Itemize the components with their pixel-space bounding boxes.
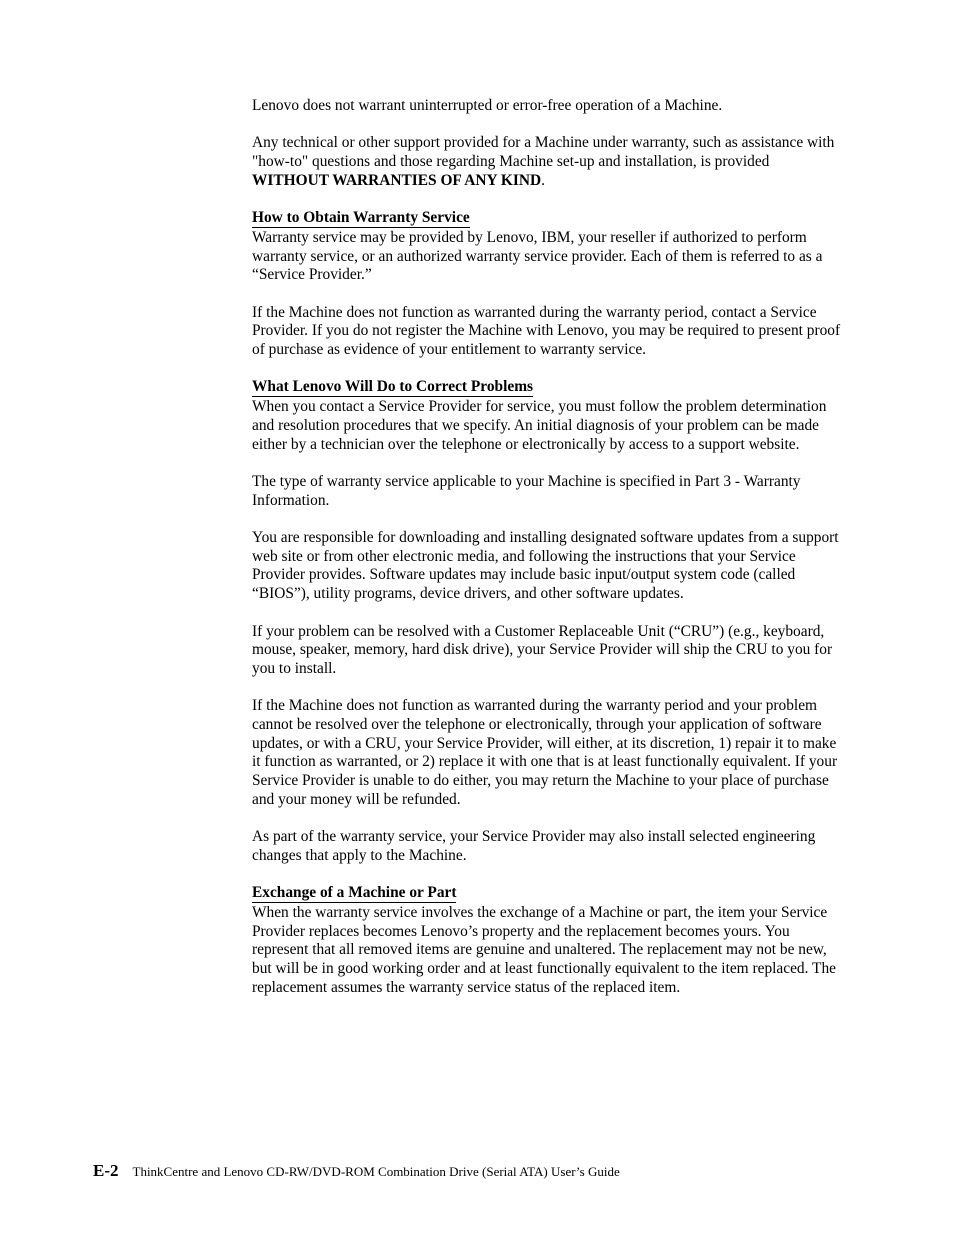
paragraph-technical-support-text: Any technical or other support provided for a Machine under warranty, such as assistance with "how-to" questions and those regarding Machine set-up and installation, is provided [252,134,835,171]
paragraph-service-type: The type of warranty service applicable to your Machine is specified in Part 3 - Warranty Information. [252,472,801,509]
paragraph-technical-support-end: . [541,171,545,189]
paragraph-cru: If your problem can be resolved with a Customer Replaceable Unit (“CRU”) (e.g., keyboard, mouse, speaker, memory, hard disk drive), your Service Provider will ship the CRU to you for you to install. [252,622,833,677]
paragraph-problem-determination: When you contact a Service Provider for service, you must follow the problem determination and resolution procedures that we specify. An initial diagnosis of your problem can be made either by a technician over the telephone or electronically by access to a support website. [252,398,827,453]
footer-book-title: ThinkCentre and Lenovo CD-RW/DVD-ROM Combination Drive (Serial ATA) User’s Guide [132,1164,620,1179]
paragraph-warranty-disclaimer: Lenovo does not warrant uninterrupted or error-free operation of a Machine. [252,97,723,114]
paragraph-engineering-changes: As part of the warranty service, your Service Provider may also install selected engineering changes that apply to the Machine. [252,828,816,864]
section-heading-exchange: Exchange of a Machine or Part [252,884,457,902]
paragraph-repair-replace: If the Machine does not function as warranted during the warranty period and your problem cannot be resolved over the telephone or electronically, through your application of software updates, or with a CRU, your Service Provider, will either, at its discretion, 1) repair it to make it function as warranted, or 2) replace it with one that is at least functionally equivalent. If your Service Provider is unable to do either, you may return the Machine to your place of purchase and your money will be refunded. [252,697,838,808]
paragraph-exchange: When the warranty service involves the exchange of a Machine or part, the item your Service Provider replaces becomes Lenovo’s property and the replacement becomes yours. You represent that all removed items are genuine and unaltered. The replacement may not be new, but will be in good working order and at least functionally equivalent to the item replaced. The replacement assumes the warranty service status of the replaced item. [252,904,836,996]
section-heading-correct-problems: What Lenovo Will Do to Correct Problems [252,378,533,396]
paragraph-software-updates: You are responsible for downloading and installing designated software updates from a support web site or from other electronic media, and following the instructions that your Service Provider provides. Software updates may include basic input/output system code (called “BIOS”), utility programs, device drivers, and other software updates. [252,529,839,603]
paragraph-technical-support [252,134,844,190]
document-body [252,97,844,1016]
page-footer [93,1161,853,1181]
section-heading-obtain-service: How to Obtain Warranty Service [252,209,470,227]
paragraph-service-provider: Warranty service may be provided by Lenovo, IBM, your reseller if authorized to perform warranty service, or an authorized warranty service provider. Each of them is referred to as a “Service Provider.” [252,228,823,284]
paragraph-contact-provider: If the Machine does not function as warranted during the warranty period, contact a Service Provider. If you do not register the Machine with Lenovo, you may be required to present proof of purchase as evidence of your entitlement to warranty service. [252,303,841,359]
no-warranty-emphasis: WITHOUT WARRANTIES OF ANY KIND [252,171,542,189]
page-number: E-2 [93,1161,119,1180]
